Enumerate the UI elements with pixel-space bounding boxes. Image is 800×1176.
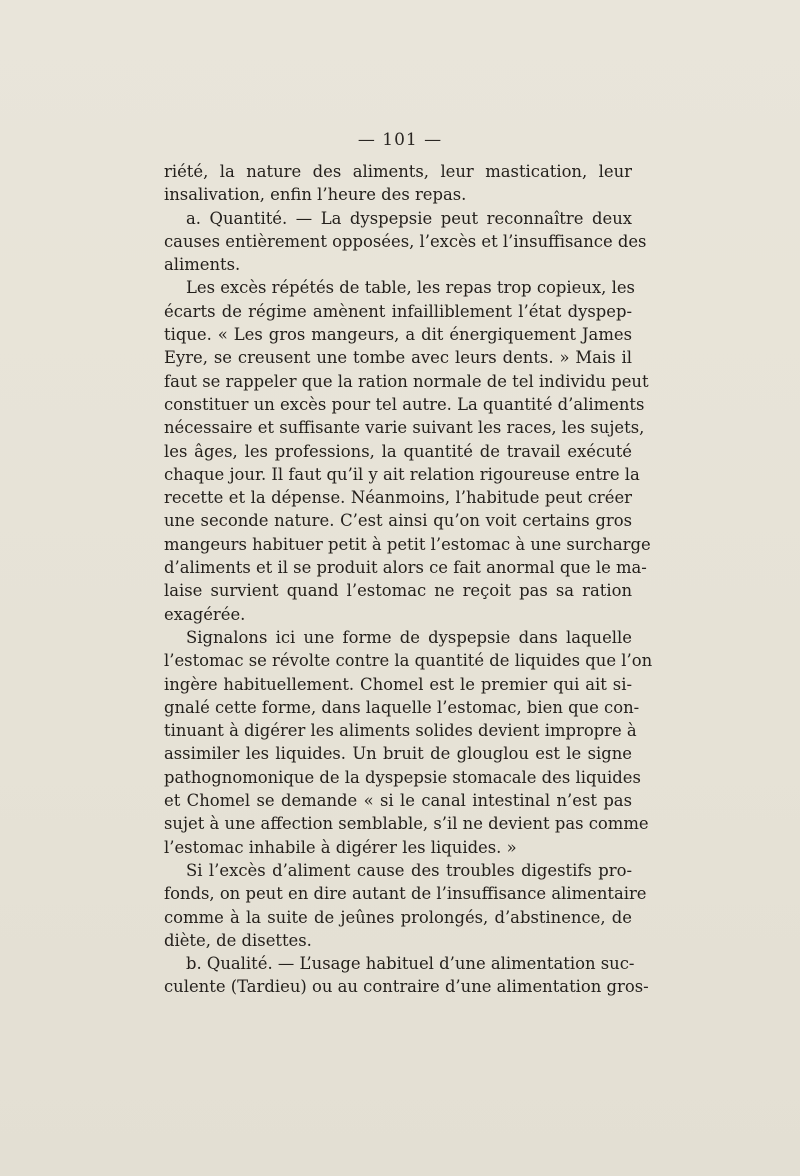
text-line: exagérée. <box>164 604 246 624</box>
text-line: et Chomel se demande « si le canal intestinal n’est pas <box>164 791 632 811</box>
text-line: gnalé cette forme, dans laquelle l’estomac, bien que con- <box>164 697 640 717</box>
text-line: constituer un excès pour tel autre. La quantité d’aliments <box>164 394 645 414</box>
paragraph <box>164 160 632 207</box>
text-line: recette et la dépense. Néanmoins, l’habitude peut créer <box>164 488 632 508</box>
text-line: écarts de régime amènent infailliblement l’état dyspep- <box>164 301 632 321</box>
page-number: — 101 — <box>357 130 443 150</box>
text-line: insalivation, enfin l’heure des repas. <box>164 185 467 205</box>
text-line: assimiler les liquides. Un bruit de glouglou est le signe <box>164 744 632 764</box>
text-line: d’aliments et il se produit alors ce fait anormal que le ma- <box>164 558 647 578</box>
text-line: b. Qualité. — L’usage habituel d’une alimentation suc- <box>186 954 635 974</box>
text-line: mangeurs habituer petit à petit l’estomac à une surcharge <box>164 534 651 554</box>
text-line: Si l’excès d’aliment cause des troubles digestifs pro- <box>186 860 632 880</box>
text-line: faut se rappeler que la ration normale de tel individu peut <box>164 371 649 391</box>
body-text <box>164 160 653 999</box>
text-line: l’estomac se révolte contre la quantité de liquides que l’on <box>164 651 653 671</box>
paragraph <box>164 859 647 952</box>
text-line: a. Quantité. — La dyspepsie peut reconnaître deux <box>186 208 632 228</box>
text-line: aliments. <box>164 255 241 275</box>
text-line: les âges, les professions, la quantité de travail exécuté <box>164 441 632 461</box>
text-line: ingère habituellement. Chomel est le premier qui ait si- <box>164 674 632 694</box>
text-line: tique. « Les gros mangeurs, a dit énergiquement James <box>164 325 632 345</box>
text-line: comme à la suite de jeûnes prolongés, d’abstinence, de <box>164 907 632 927</box>
text-line: riété, la nature des aliments, leur mastication, leur <box>164 162 632 181</box>
text-line: nécessaire et suffisante varie suivant les races, les sujets, <box>164 418 645 438</box>
text-line: causes entièrement opposées, l’excès et l’insuffisance des <box>164 231 647 251</box>
text-line: Les excès répétés de table, les repas trop copieux, les <box>186 278 635 298</box>
text-line: une seconde nature. C’est ainsi qu’on voit certains gros <box>164 511 632 531</box>
paragraph <box>164 626 653 859</box>
text-line: Eyre, se creusent une tombe avec leurs dents. » Mais il <box>164 348 632 368</box>
text-line: fonds, on peut en dire autant de l’insuffisance alimentaire <box>164 884 647 904</box>
paragraph <box>164 207 647 277</box>
text-line: pathognomonique de la dyspepsie stomacale des liquides <box>164 767 641 787</box>
text-line: chaque jour. Il faut qu’il y ait relation rigoureuse entre la <box>164 464 640 484</box>
text-line: diète, de disettes. <box>164 930 312 950</box>
paragraph <box>164 952 649 999</box>
text-line: sujet à une affection semblable, s’il ne devient pas comme <box>164 814 649 834</box>
text-line: culente (Tardieu) ou au contraire d’une alimentation gros- <box>164 977 649 997</box>
text-line: l’estomac inhabile à digérer les liquides. » <box>164 837 517 857</box>
text-line: laise survient quand l’estomac ne reçoit pas sa ration <box>164 581 632 601</box>
text-line: Signalons ici une forme de dyspepsie dans laquelle <box>186 627 632 647</box>
text-line: tinuant à digérer les aliments solides devient impropre à <box>164 721 637 741</box>
paragraph <box>164 276 651 625</box>
